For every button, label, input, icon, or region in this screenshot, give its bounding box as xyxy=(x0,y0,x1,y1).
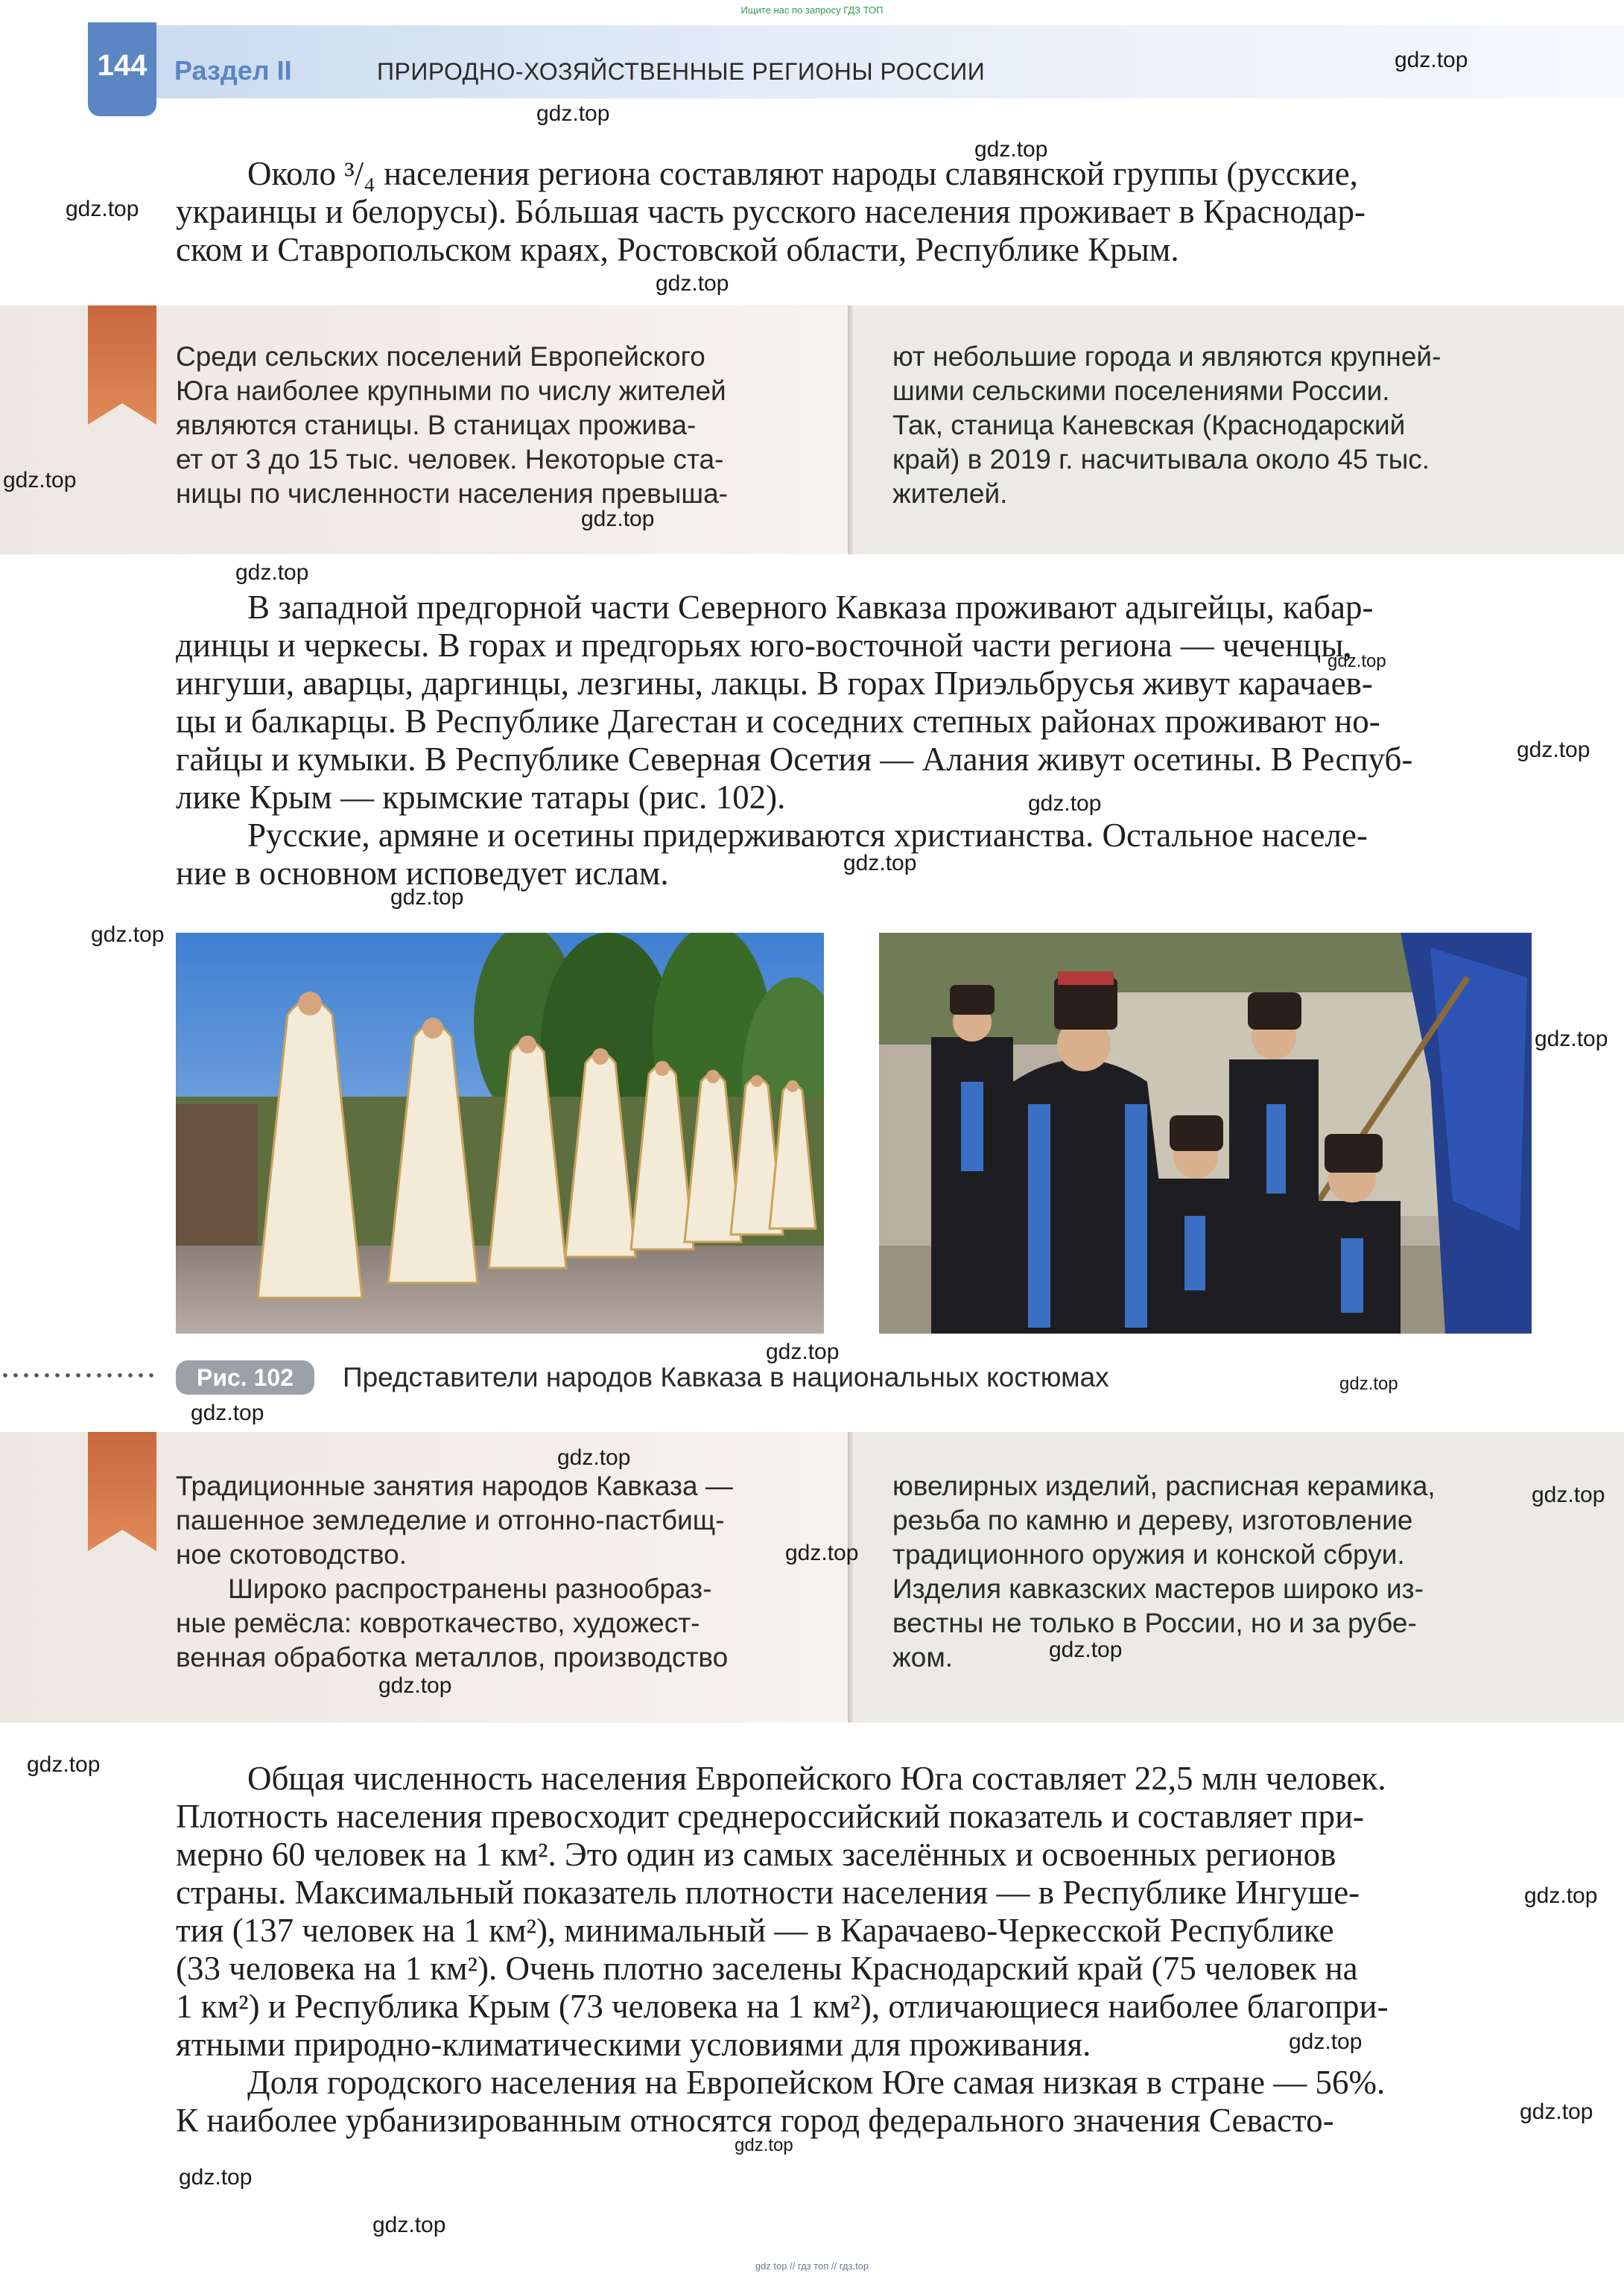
watermark: gdz.top xyxy=(179,2165,253,2190)
text-line: ятными природно-климатическими условиями для проживания. xyxy=(176,2026,1091,2063)
text-line: Общая численность населения Европейского Юга составляет 22,5 млн человек. xyxy=(247,1760,1386,1797)
text-line: Русские, армяне и осетины придерживаются христианства. Остальное населе- xyxy=(247,817,1368,854)
text-line: ние в основном исповедует ислам. xyxy=(176,855,669,892)
watermark: gdz.top xyxy=(1520,2099,1593,2124)
watermark: gdz.top xyxy=(1535,1027,1608,1051)
text-line: ингуши, аварцы, даргинцы, лезгины, лакцы. В горах Приэльбрусья живут карачаев- xyxy=(176,665,1373,702)
text-line: (33 человека на 1 км²). Очень плотно заселены Краснодарский край (75 человек на xyxy=(176,1950,1358,1987)
top-note: Ищите нас по запросу ГДЗ ТОП xyxy=(740,4,884,16)
watermark: gdz.top xyxy=(191,1401,264,1425)
section-label: Раздел II xyxy=(174,55,292,86)
watermark: gdz.top xyxy=(785,1541,859,1565)
info-box-stanitsas-left: Среди сельских поселений Европейского Юга наиболее крупными по числу жителей являются станицы. В станицах прожива- ет от 3 до 15 тыс. человек. Некоторые ста- ницы по численности населения превыша- xyxy=(176,341,728,509)
text-line: Плотность населения превосходит среднероссийский показатель и составляет при- xyxy=(176,1798,1365,1835)
text-line: Доля городского населения на Европейском Юге самая низкая в стране — 56%. xyxy=(247,2064,1386,2101)
box-2-divider xyxy=(848,1432,855,1722)
text-line: украинцы и белорусы). Бóльшая часть русского населения проживает в Краснодар- xyxy=(176,193,1366,230)
info-box-crafts-right: ювелирных изделий, расписная керамика, резьба по камню и дереву, изготовление традиционного оружия и конской сбруи. Изделия кавказских мастеров широко из- вестны не только в России, но и за рубе- жом. xyxy=(892,1471,1436,1673)
text-line: ском и Ставропольском краях, Ростовской области, Республике Крым. xyxy=(176,231,1179,268)
text-line: Около ³/₄ населения региона составляют народы славянской группы (русские, xyxy=(247,155,1358,192)
info-box-stanitsas-right: ют небольшие города и являются крупней- шими сельскими поселениями России. Так, станица Каневская (Краснодарский край) в 2019 г. насчитывала около 45 тыс. жителей. xyxy=(892,341,1441,509)
watermark: gdz.top xyxy=(581,507,655,531)
info-box-crafts-left: Традиционные занятия народов Кавказа — пашенное земледелие и отгонно-пастбищ- ное скотоводство. Широко распространены разнообраз- ные ремёсла: ковроткачество, художест- венная обработка металлов, производство xyxy=(176,1471,733,1673)
watermark: gdz.top xyxy=(1524,1883,1598,1908)
text-line: цы и балкарцы. В Республике Дагестан и соседних степных районах проживают но- xyxy=(176,703,1380,740)
text-line: гайцы и кумыки. В Республике Северная Осетия — Алания живут осетины. В Респуб- xyxy=(176,741,1413,778)
paragraph-caucasus-peoples xyxy=(176,589,1530,817)
text-line: К наиболее урбанизированным относятся город федерального значения Севасто- xyxy=(176,2102,1334,2139)
watermark: gdz.top xyxy=(3,468,77,492)
text-line: тия (137 человек на 1 км²), минимальный — в Карачаево-Черкесской Республике xyxy=(176,1912,1334,1949)
watermark: gdz.top xyxy=(1049,1638,1123,1662)
watermark: gdz.top xyxy=(1028,791,1102,816)
text-line: 1 км²) и Республика Крым (73 человека на 1 км²), отличающиеся наиболее благопри- xyxy=(176,1988,1389,2025)
watermark: gdz.top xyxy=(1532,1483,1605,1507)
figure-caption: Представители народов Кавказа в национальных костюмах xyxy=(343,1362,1109,1392)
text-line: мерно 60 человек на 1 км². Это один из самых заселённых и освоенных регионов xyxy=(176,1836,1336,1873)
watermark: gdz.top xyxy=(235,560,309,585)
text-line: страны. Максимальный показатель плотности населения — в Республике Ингуше- xyxy=(176,1874,1360,1911)
caption-dots xyxy=(0,1372,159,1378)
watermark: gdz.top xyxy=(91,922,165,947)
photo-caucasian-women-dancers xyxy=(176,933,824,1334)
paragraph-population-density xyxy=(176,1760,1530,2064)
watermark: gdz.top xyxy=(378,1673,452,1698)
watermark: gdz.top xyxy=(27,1752,101,1777)
page-number: 144 xyxy=(97,49,148,82)
figure-badge: Рис. 102 xyxy=(176,1360,314,1395)
text-line: динцы и черкесы. В горах и предгорьях юго-восточной части региона — чеченцы, xyxy=(176,627,1352,664)
text-line: В западной предгорной части Северного Кавказа проживают адыгейцы, кабар- xyxy=(247,589,1374,626)
watermark: gdz.top xyxy=(1289,2029,1363,2054)
watermark: gdz.top xyxy=(766,1340,840,1364)
watermark: gdz.top xyxy=(536,101,610,126)
text-line: лике Крым — крымские татары (рис. 102). xyxy=(176,779,786,816)
watermark: gdz.top xyxy=(1328,651,1386,671)
watermark: gdz.top xyxy=(843,851,917,875)
watermark: gdz.top xyxy=(1517,738,1590,762)
photo-cossacks xyxy=(879,933,1532,1334)
watermark: gdz.top xyxy=(974,137,1048,162)
watermark: gdz.top xyxy=(1395,48,1468,72)
watermark: gdz.top xyxy=(1339,1374,1398,1394)
watermark: gdz.top xyxy=(66,197,139,221)
paragraph-urban-share xyxy=(176,2064,1530,2140)
watermark: gdz.top xyxy=(372,2213,446,2237)
paragraph-slavic-population xyxy=(176,155,1530,269)
box-divider xyxy=(848,305,855,554)
watermark: gdz.top xyxy=(656,271,729,296)
bottom-note: gdz top // гдз топ // гдз.top xyxy=(755,2260,869,2272)
watermark: gdz.top xyxy=(557,1445,631,1470)
running-title: ПРИРОДНО-ХОЗЯЙСТВЕННЫЕ РЕГИОНЫ РОССИИ xyxy=(377,58,986,85)
photo-cossacks-image xyxy=(879,933,1532,1334)
photo-dancers-image xyxy=(176,933,824,1334)
watermark: gdz.top xyxy=(390,885,464,910)
watermark: gdz.top xyxy=(735,2135,793,2155)
